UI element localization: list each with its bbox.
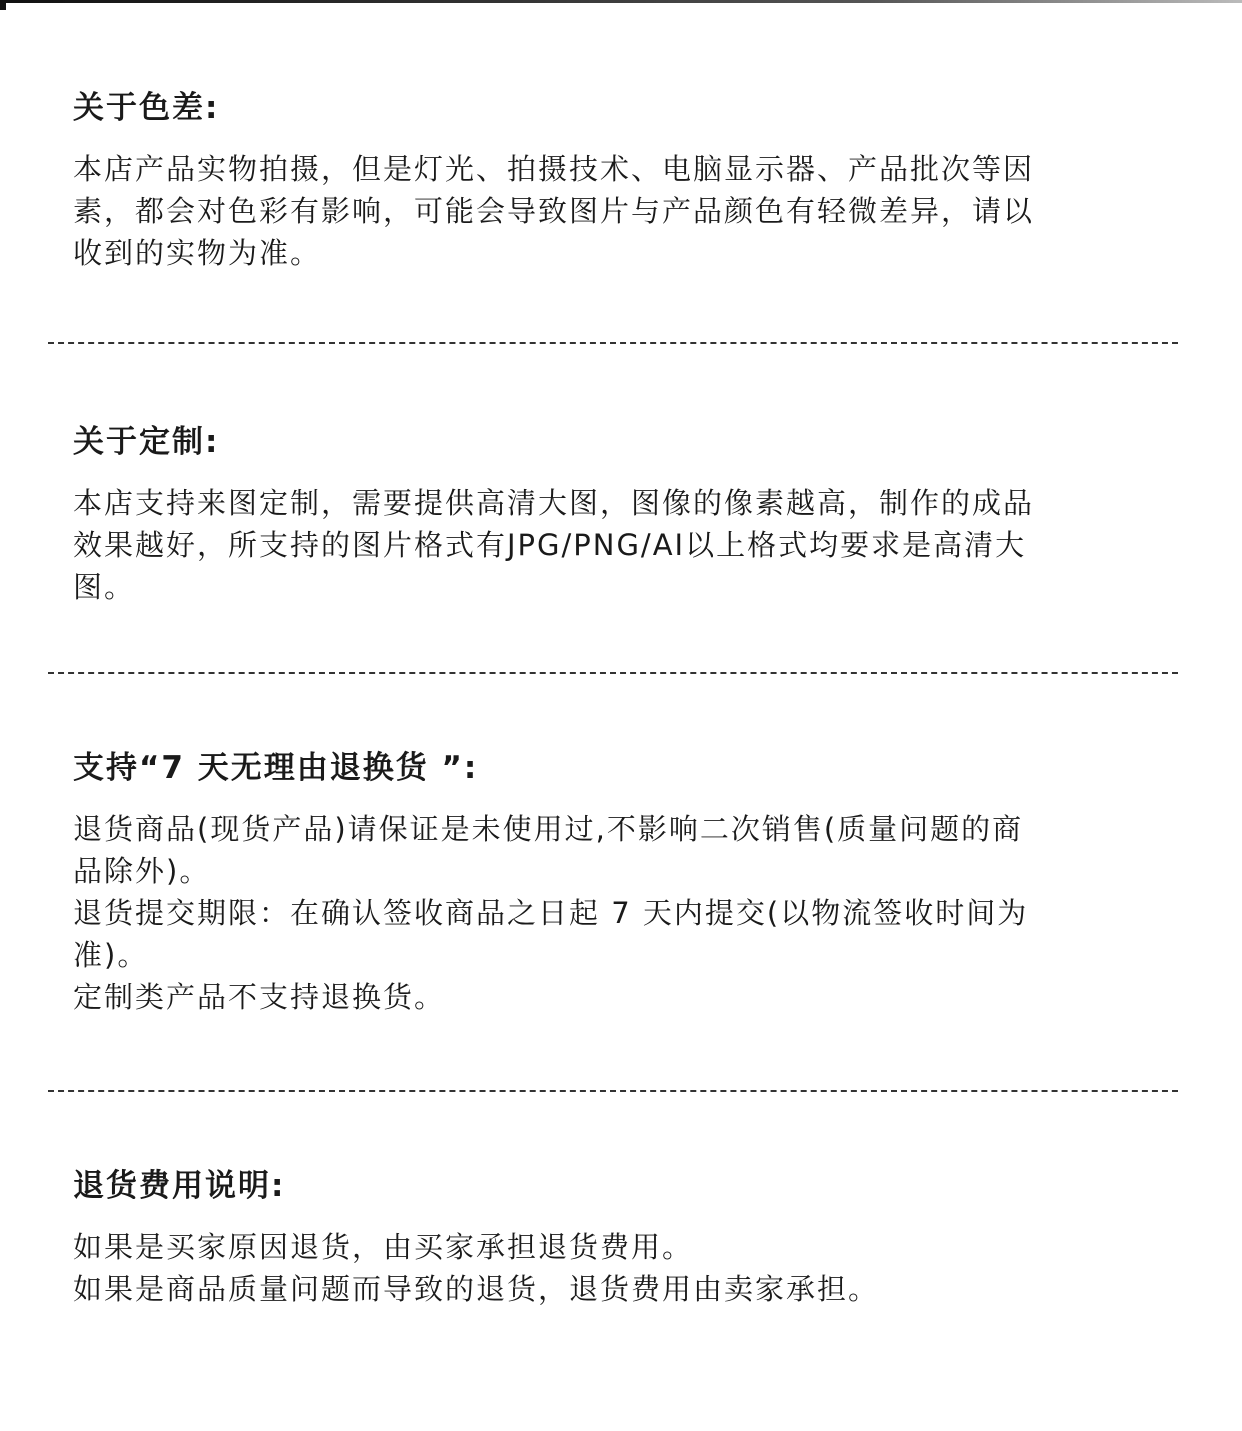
section-customization: [73, 422, 1153, 608]
section-body: [73, 148, 1153, 274]
body-line: 图。: [73, 570, 136, 604]
body-line: 效果越好，所支持的图片格式有JPG/PNG/AI以上格式均要求是高清大: [73, 528, 1027, 562]
body-line: 品除外)。: [73, 854, 211, 888]
section-body: [73, 482, 1153, 608]
body-line: 退货商品(现货产品)请保证是未使用过,不影响二次销售(质量问题的商: [73, 812, 1024, 846]
body-line: 本店支持来图定制，需要提供高清大图，图像的像素越高，制作的成品: [73, 486, 1035, 520]
body-line: 如果是买家原因退货，由买家承担退货费用。: [73, 1230, 694, 1264]
section-color-difference: [73, 88, 1153, 274]
body-line: 收到的实物为准。: [73, 236, 322, 270]
dashed-divider: [48, 672, 1178, 674]
body-line: 准)。: [73, 938, 149, 972]
section-heading: 支持“7 天无理由退换货 ”:: [73, 750, 479, 786]
body-line: 本店产品实物拍摄，但是灯光、拍摄技术、电脑显示器、产品批次等因: [73, 152, 1035, 186]
section-return-fee: [73, 1166, 1153, 1310]
top-edge-bar: [0, 0, 1242, 3]
dashed-divider: [48, 342, 1178, 344]
top-edge-mark: [0, 0, 6, 10]
body-line: 素，都会对色彩有影响，可能会导致图片与产品颜色有轻微差异，请以: [73, 194, 1035, 228]
section-heading: 关于色差:: [73, 90, 220, 126]
section-return-policy: [73, 748, 1153, 1018]
body-line: 如果是商品质量问题而导致的退货，退货费用由卖家承担。: [73, 1272, 880, 1306]
section-body: [73, 1226, 1153, 1310]
body-line: 定制类产品不支持退换货。: [73, 980, 446, 1014]
section-heading: 退货费用说明:: [73, 1168, 286, 1204]
body-line: 退货提交期限：在确认签收商品之日起 7 天内提交(以物流签收时间为: [73, 896, 1029, 930]
section-body: [73, 808, 1153, 1018]
dashed-divider: [48, 1090, 1178, 1092]
section-heading: 关于定制:: [73, 424, 220, 460]
